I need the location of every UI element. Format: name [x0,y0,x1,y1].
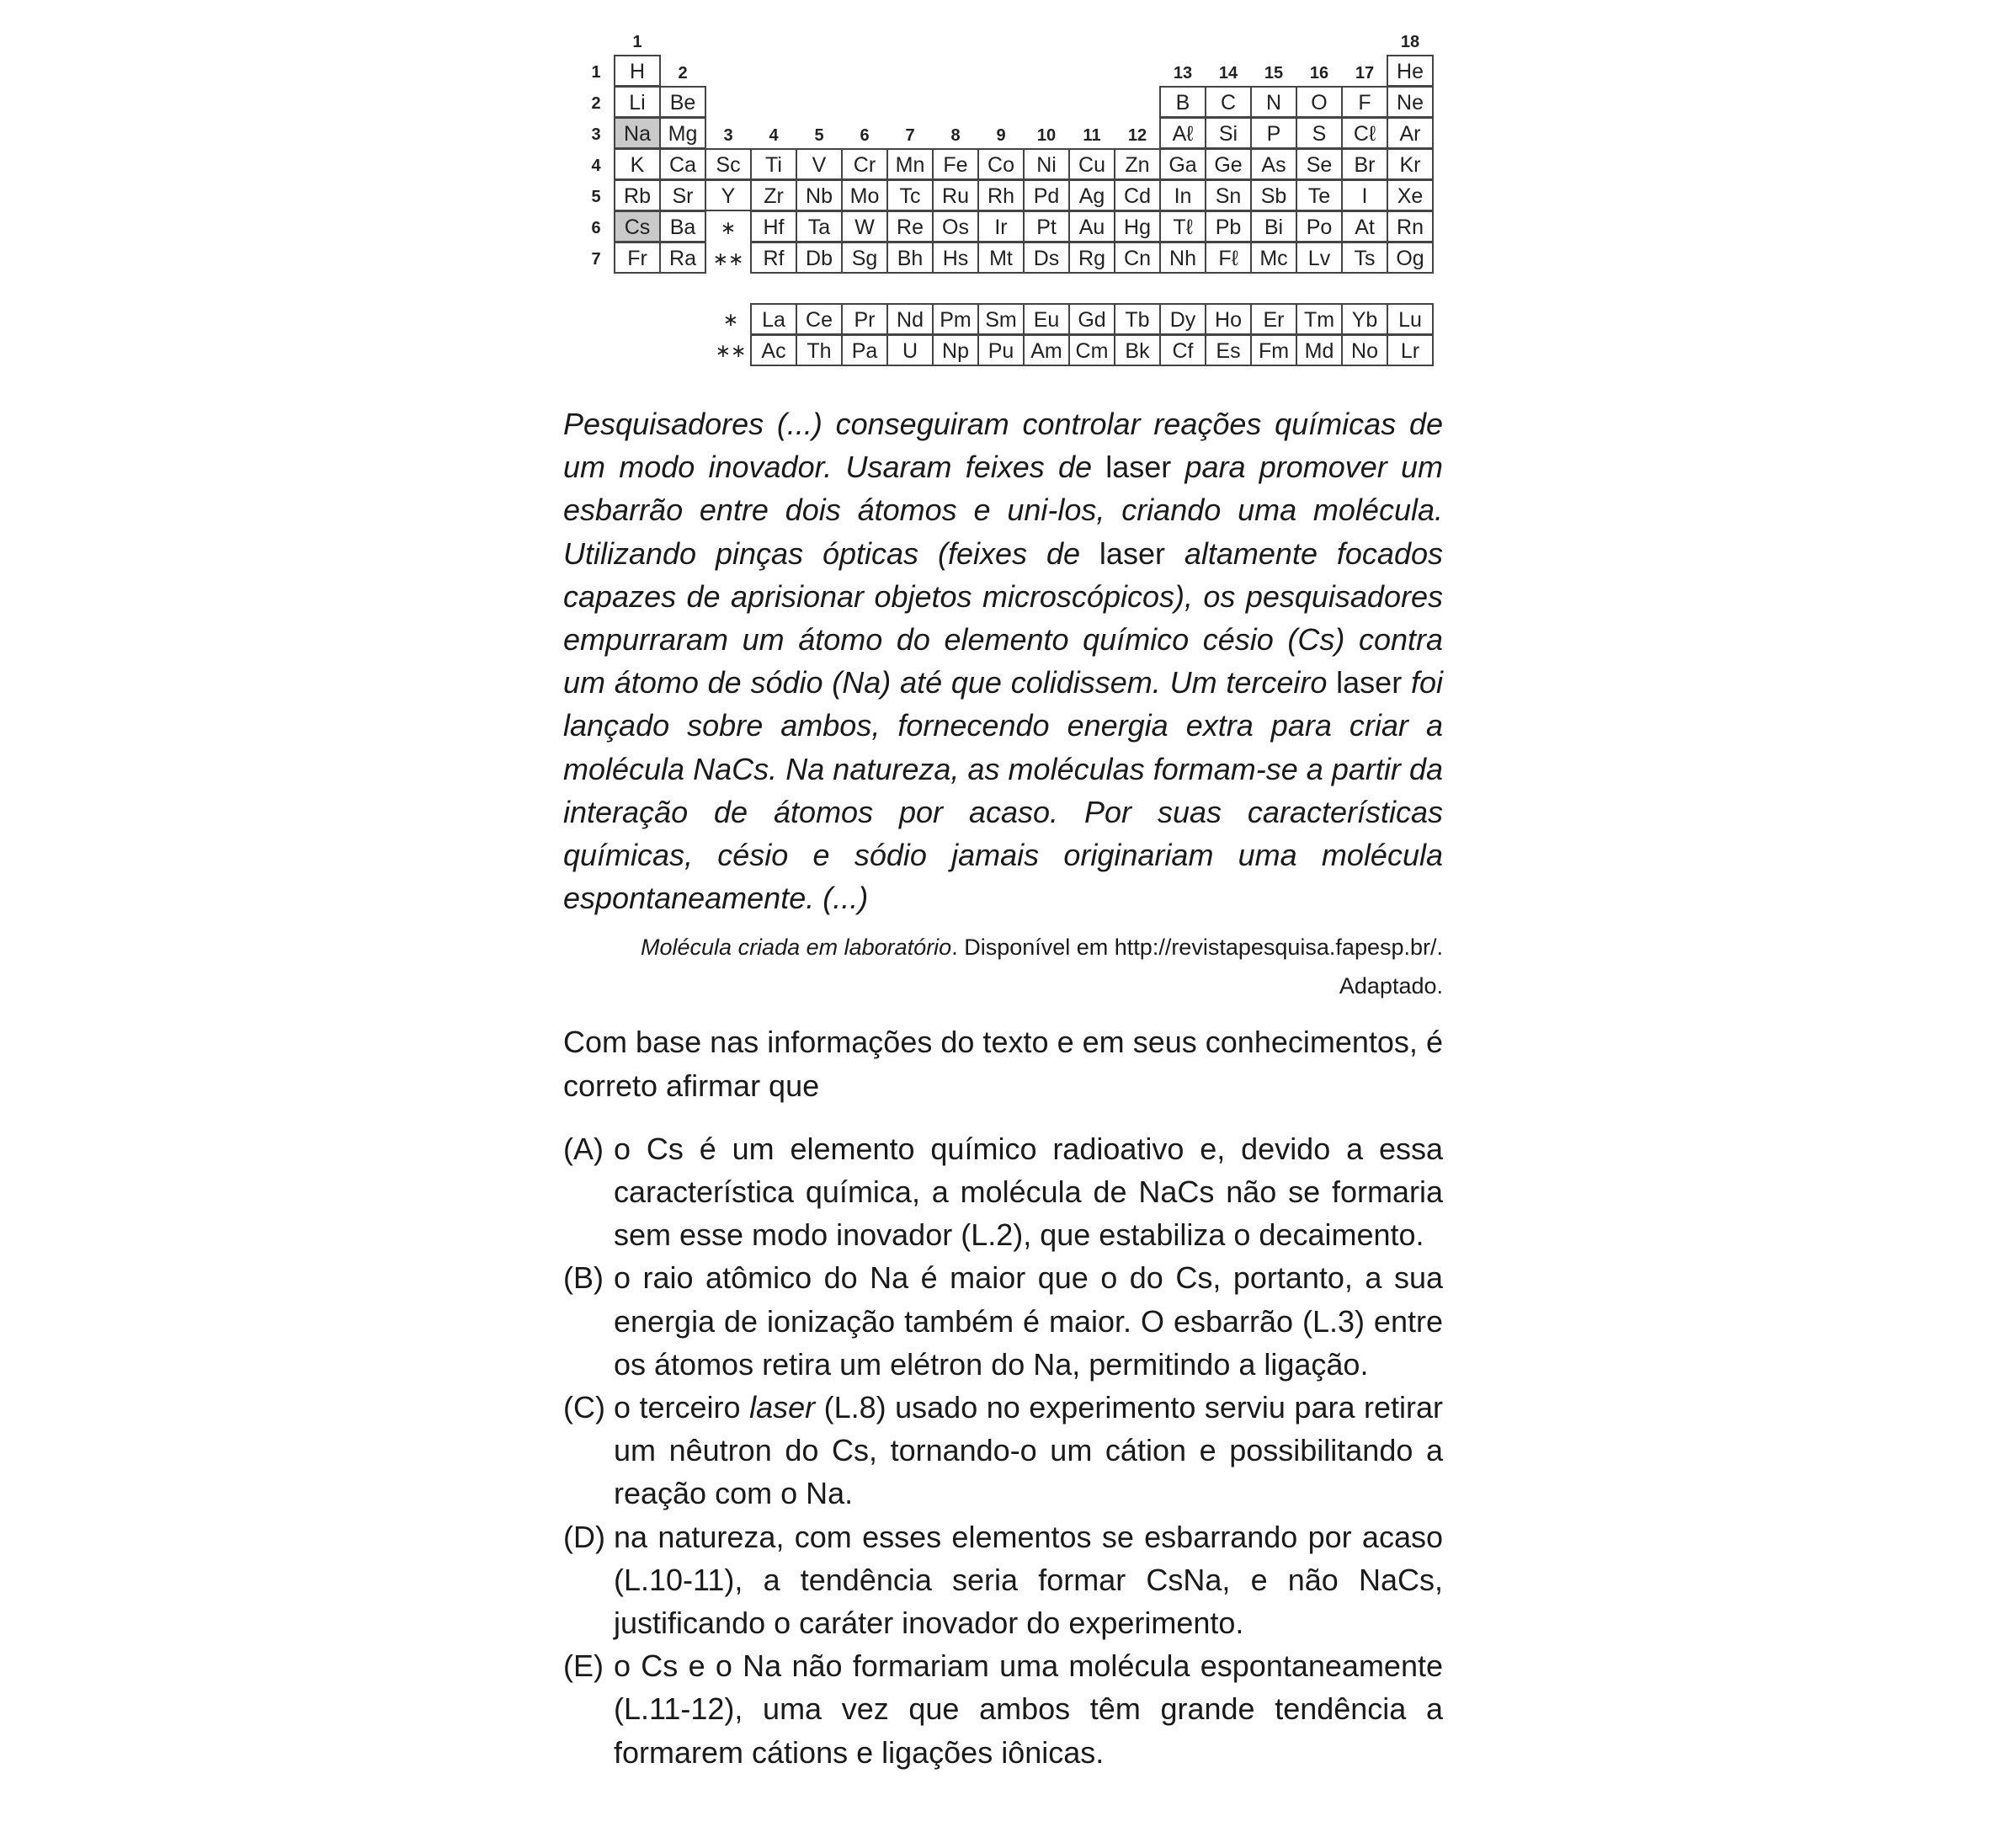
element-symbol-Cd: Cd [1124,184,1151,208]
element-symbol-Sr: Sr [672,184,694,208]
element-symbol-Ca: Ca [669,153,696,177]
element-symbol-Re: Re [897,216,924,239]
element-symbol-Be: Be [669,91,696,115]
quote-text-2: para promover um esbarrão entre dois átomos e uni-los, criando uma molécula. Utilizando pinças ópticas (feixes de [563,450,1444,571]
source-quote [563,402,1443,919]
element-symbol-Na: Na [624,122,651,146]
element-symbol-Mo: Mo [849,184,880,208]
quote-laser-2: laser [1099,535,1165,571]
option-e[interactable] [563,1644,1443,1774]
element-symbol-T: Tℓ [1173,216,1193,239]
element-symbol-A: Aℓ [1172,122,1194,146]
periodic-table [0,0,1991,387]
element-symbol-Fm: Fm [1258,339,1290,363]
option-text-before: o terceiro [614,1390,750,1425]
period-number: 7 [591,250,601,269]
citation-title: Molécula criada em laboratório [641,935,952,961]
group-number: 18 [1400,33,1420,51]
group-number: 8 [950,126,961,145]
element-symbol-H: H [629,60,646,83]
element-symbol-Th: Th [807,339,832,363]
element-symbol-Tm: Tm [1303,308,1335,332]
element-symbol-Sm: Sm [985,308,1017,332]
element-symbol-N: N [1265,91,1282,115]
element-symbol-Eu: Eu [1033,308,1060,332]
element-symbol-Ta: Ta [807,216,831,239]
element-symbol-Nh: Nh [1169,247,1196,270]
element-symbol-Am: Am [1030,339,1062,363]
element-symbol-Ag: Ag [1078,184,1105,208]
element-symbol-Rg: Rg [1078,247,1105,270]
group-number: 12 [1127,126,1147,145]
element-symbol-Pd: Pd [1033,184,1060,208]
element-symbol-Po: Po [1306,216,1333,239]
element-symbol-Yb: Yb [1351,308,1378,332]
element-symbol-Sg: Sg [851,247,878,270]
element-symbol-Ac: Ac [761,339,786,363]
option-text-italic: laser [749,1390,816,1425]
element-symbol-Lu: Lu [1398,308,1422,332]
element-symbol-Pr: Pr [854,308,876,332]
period-number: 4 [591,157,601,175]
lanthanide-marker: ∗ [722,309,739,330]
option-c[interactable] [563,1386,1443,1515]
element-symbol-At: At [1355,216,1375,239]
element-symbol-Mt: Mt [989,247,1013,270]
group-number: 11 [1083,126,1101,145]
citation-line [563,928,1443,967]
element-symbol-Ru: Ru [942,184,969,208]
element-symbol-Rh: Rh [988,184,1014,208]
element-symbol-Au: Au [1078,216,1105,239]
element-symbol-Gd: Gd [1078,308,1106,332]
element-symbol-Ts: Ts [1354,247,1376,270]
element-symbol-Y: Y [721,184,736,208]
group-number: 9 [996,126,1006,145]
element-symbol-Lv: Lv [1307,247,1331,270]
element-symbol-Br: Br [1354,153,1376,177]
element-symbol-Hs: Hs [942,247,969,270]
element-symbol-Rn: Rn [1397,216,1424,239]
element-symbol-Os: Os [942,216,969,239]
element-symbol-Pm: Pm [940,308,972,332]
element-symbol-Bi: Bi [1264,216,1284,239]
element-symbol-Ge: Ge [1214,153,1243,177]
element-symbol-Bh: Bh [897,247,924,270]
element-symbol-La: La [762,308,785,332]
element-symbol-Nd: Nd [897,308,924,332]
element-symbol-As: As [1261,153,1286,177]
element-symbol-Ho: Ho [1215,308,1242,332]
element-symbol-Se: Se [1306,153,1333,177]
option-text: o raio atômico do Na é maior que o do Cs, portanto, a sua energia de ionização também é maior. O esbarrão (L.3) entre os átomos retira um elétron do Na, permitindo a ligação. [614,1260,1443,1382]
element-symbol-Hg: Hg [1124,216,1151,239]
element-symbol-Xe: Xe [1397,184,1424,208]
element-symbol-Li: Li [629,91,646,115]
answer-options [563,1127,1443,1774]
question-stem: Com base nas informações do texto e em seus conhecimentos, é correto afirmar que [563,1025,1443,1103]
actinide-marker: ∗∗ [715,340,747,361]
option-text-after: (L.8) usado no experimento serviu para retirar um nêutron do Cs, tornando-o um cátion e possibilitando a reação com o Na. [614,1390,1443,1511]
element-symbol-Pt: Pt [1036,216,1057,239]
period-number: 6 [591,219,601,237]
group-number: 1 [632,33,642,51]
option-letter: (E) [563,1648,604,1684]
option-text: o Cs é um elemento químico radioativo e, devido a essa característica química, a molécula de NaCs não se formaria sem esse modo inovador (L.2), que estabiliza o decaimento. [614,1131,1443,1253]
group-number: 16 [1309,64,1329,83]
option-letter: (C) [563,1390,605,1425]
group-number: 10 [1036,126,1057,145]
option-b[interactable] [563,1256,1443,1386]
element-symbol-Hf: Hf [763,216,785,239]
element-symbol-F: Fℓ [1218,247,1238,270]
option-a[interactable] [563,1127,1443,1257]
group-number: 7 [905,126,915,145]
citation [563,928,1443,1005]
element-symbol-Cf: Cf [1172,339,1194,363]
element-symbol-Tc: Tc [899,184,921,208]
element-symbol-Lr: Lr [1400,339,1420,363]
element-symbol-Cs: Cs [624,216,651,239]
element-symbol-Cu: Cu [1078,153,1105,177]
quote-laser-3: laser [1336,665,1403,700]
element-symbol-Es: Es [1216,339,1241,363]
element-symbol-W: W [854,216,875,239]
element-symbol-K: K [630,153,645,177]
element-symbol-Np: Np [942,339,969,363]
element-symbol-He: He [1397,60,1424,83]
element-symbol-S: S [1312,122,1327,146]
group-number: 14 [1218,64,1238,83]
option-text: na natureza, com esses elementos se esbarrando por acaso (L.10-11), a tendência seria formar CsNa, e não NaCs, justificando o caráter inovador do experimento. [614,1519,1443,1641]
quote-text-3: altamente focados capazes de aprisionar objetos microscópicos), os pesquisadores empurraram um átomo do elemento químico césio (Cs) contra um átomo de sódio (Na) até que colidissem. Um terceiro [563,535,1443,700]
group-number: 2 [678,64,688,83]
citation-adapted: Adaptado. [1339,973,1443,999]
element-symbol-Mg: Mg [668,122,698,146]
element-symbol-Og: Og [1396,247,1424,270]
period-number: 5 [591,188,601,206]
element-symbol-Rf: Rf [763,247,785,270]
option-letter: (D) [563,1519,605,1554]
element-symbol-B: B [1175,91,1190,115]
option-text: o Cs e o Na não formariam uma molécula espontaneamente (L.11-12), uma vez que ambos têm grande tendência a formarem cátions e ligações iônicas. [614,1648,1443,1770]
element-symbol-Sn: Sn [1215,184,1242,208]
period-number: 3 [591,125,601,144]
group-number: 6 [860,126,870,145]
period-number: 2 [591,94,601,113]
element-symbol-Er: Er [1263,308,1285,332]
element-symbol-Co: Co [988,153,1014,177]
element-symbol-O: O [1311,91,1328,115]
group-number: 15 [1264,64,1284,83]
element-symbol-Mc: Mc [1259,247,1288,270]
element-symbol-Fr: Fr [627,247,647,270]
element-symbol-Pu: Pu [988,339,1014,363]
group-number: 3 [723,126,733,145]
quote-text-1: Pesquisadores (...) conseguiram controlar reações químicas de um modo inovador. Usaram feixes de [563,407,1443,485]
element-symbol-U: U [902,339,918,363]
element-symbol-Ra: Ra [669,247,696,270]
element-symbol-Kr: Kr [1399,153,1421,177]
element-symbol-Ds: Ds [1033,247,1060,270]
element-symbol-Te: Te [1307,184,1331,208]
element-symbol-Bk: Bk [1125,339,1150,363]
question-content [563,402,1443,1774]
group-number: 17 [1355,64,1375,83]
element-symbol-Ti: Ti [765,153,782,177]
element-symbol-P: P [1266,122,1281,146]
element-symbol-Ar: Ar [1399,122,1421,146]
option-d[interactable] [563,1515,1443,1645]
quote-laser-1: laser [1105,450,1172,485]
element-symbol-Nb: Nb [806,184,833,208]
element-symbol-Ba: Ba [669,216,696,239]
element-symbol-No: No [1351,339,1378,363]
element-symbol-C: C [1220,91,1237,115]
element-symbol-Pa: Pa [851,339,878,363]
element-symbol-Ir: Ir [994,216,1008,239]
element-symbol-Fe: Fe [943,153,968,177]
element-symbol-Cr: Cr [853,153,876,177]
series-marker: ∗∗ [712,248,744,269]
element-symbol-Cn: Cn [1124,247,1151,270]
element-symbol-Ne: Ne [1397,91,1424,115]
group-number: 13 [1173,64,1193,83]
series-marker: ∗ [720,217,737,238]
element-symbol-Tb: Tb [1125,308,1150,332]
element-symbol-Db: Db [806,247,833,270]
element-symbol-Cm: Cm [1075,339,1109,363]
element-symbol-Md: Md [1304,339,1334,363]
group-number: 5 [814,126,824,145]
period-number: 1 [591,63,601,82]
quote-text-4: foi lançado sobre ambos, fornecendo energia extra para criar a molécula NaCs. Na natureza, as moléculas formam-se a partir da interação de átomos por acaso. Por suas características químicas, césio e sódio jamais originariam uma molécula espontaneamente. (...) [563,665,1443,916]
element-symbol-Ce: Ce [806,308,833,332]
element-symbol-Mn: Mn [895,153,925,177]
element-symbol-Dy: Dy [1169,308,1196,332]
element-symbol-Pb: Pb [1215,216,1242,239]
element-symbol-Zn: Zn [1125,153,1150,177]
element-symbol-Sb: Sb [1260,184,1287,208]
group-number: 4 [769,126,779,145]
element-symbol-Rb: Rb [624,184,651,208]
citation-source: . Disponível em http://revistapesquisa.fapesp.br/. [951,935,1443,961]
element-symbol-I: I [1361,184,1368,208]
element-symbol-Ga: Ga [1169,153,1197,177]
element-symbol-V: V [812,153,827,177]
element-symbol-Zr: Zr [764,184,784,208]
option-letter: (B) [563,1260,604,1296]
option-letter: (A) [563,1131,604,1166]
element-symbol-F: F [1358,91,1371,115]
element-symbol-Si: Si [1218,122,1238,146]
element-symbol-In: In [1174,184,1192,208]
element-symbol-Ni: Ni [1036,153,1057,177]
element-symbol-C: Cℓ [1353,122,1376,146]
element-symbol-Sc: Sc [716,153,741,177]
